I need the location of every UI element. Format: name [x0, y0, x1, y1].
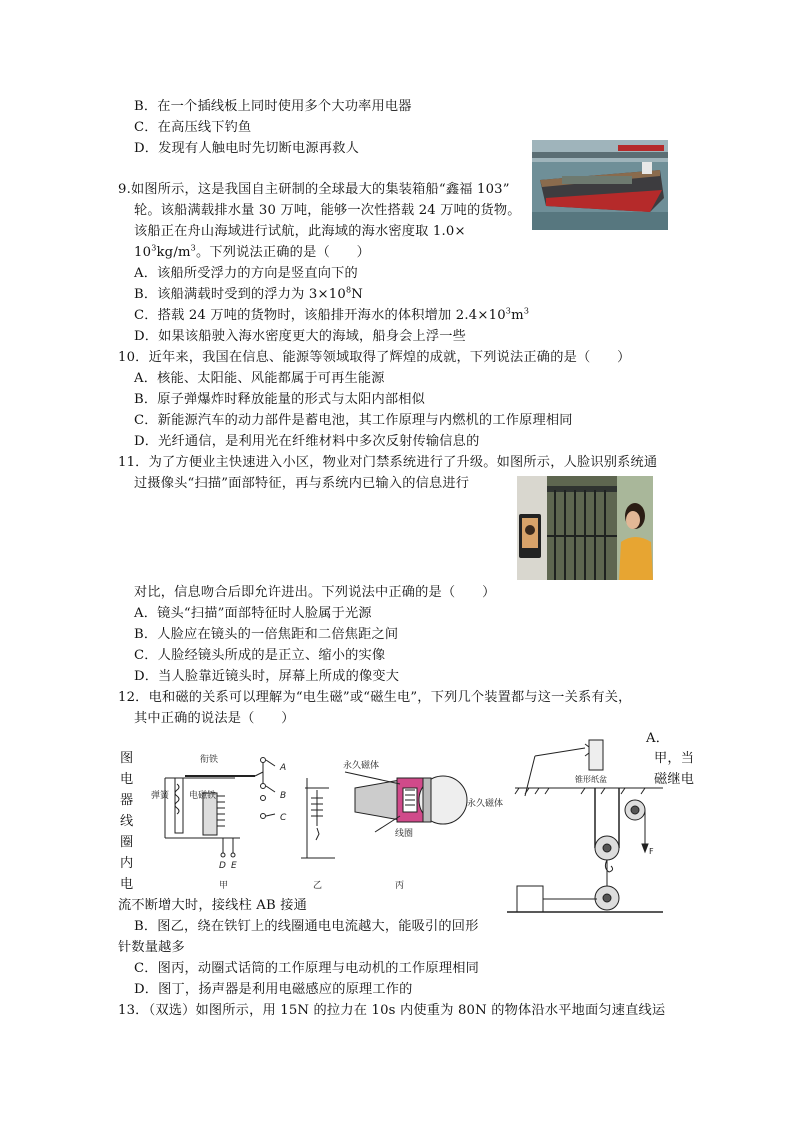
- label-permanent-magnet-2: 永久磁体: [467, 799, 504, 809]
- q12-vertical-char: 图: [120, 751, 134, 766]
- q10-option-b: B．原子弹爆炸时释放能量的形式与太阳内部相似: [134, 392, 426, 407]
- q12-stem-line1: 12．电和磁的关系可以理解为“电生磁”或“磁生电”，下列几个装置都与这一关系有关，: [118, 690, 632, 705]
- label-spring: 弹簧: [151, 791, 170, 801]
- label-d: D: [219, 861, 226, 871]
- q12-vertical-char: 线: [120, 814, 134, 829]
- q11-option-a: A．镜头“扫描”面部特征时人脸属于光源: [134, 606, 372, 621]
- q11-stem-line1: 11．为了方便业主快速进入小区，物业对门禁系统进行了升级。如图所示，人脸识别系统通: [118, 455, 658, 470]
- q9-option-a: A．该船所受浮力的方向是竖直向下的: [134, 266, 358, 281]
- q12-option-b-line1: B．图乙，绕在铁钉上的线圈通电电流越大，能吸引的回形: [134, 919, 479, 934]
- q12-option-a-end: 流不断增大时，接线柱 AB 接通: [118, 898, 308, 913]
- q10-stem: 10．近年来，我国在信息、能源等领域取得了辉煌的成就，下列说法正确的是（ ）: [118, 350, 631, 365]
- q12-vertical-char: 圈: [120, 835, 134, 850]
- q9-option-d: D．如果该船驶入海水密度更大的海域，船身会上浮一些: [134, 329, 467, 344]
- q9-stem-line2: 轮。该船满载排水量 30 万吨，能够一次性搭载 24 万吨的货物。: [134, 203, 521, 218]
- q9-stem-line3: 该船正在舟山海域进行试航，此海域的海水密度取 1.0×: [134, 224, 466, 239]
- q10-option-c: C．新能源汽车的动力部件是蓄电池，其工作原理与内燃机的工作原理相同: [134, 413, 573, 428]
- label-permanent-magnet: 永久磁体: [343, 761, 380, 771]
- q8-option-d: D．发现有人触电时先切断电源再救人: [134, 141, 359, 156]
- label-b: B: [280, 791, 287, 801]
- q12-option-b-line2: 针数量越多: [118, 940, 185, 955]
- q12-option-a-text2: 磁继电: [654, 772, 695, 787]
- q12-option-a-text1: 甲，当: [654, 751, 695, 766]
- label-armature: 衔铁: [200, 755, 219, 765]
- microphone-diagram: [345, 772, 467, 832]
- label-coil: 线圈: [395, 829, 414, 839]
- q10-option-d: D．光纤通信，是利用光在纤维材料中多次反射传输信息的: [134, 434, 480, 449]
- ship-photo: [532, 140, 668, 230]
- label-cone: 锥形纸盆: [575, 775, 607, 784]
- label-e: E: [231, 861, 237, 871]
- q12-option-c: C．图丙，动圈式话筒的工作原理与电动机的工作原理相同: [134, 961, 479, 976]
- q11-stem-line2: 过摄像头“扫描”面部特征，再与系统内已输入的信息进行: [134, 476, 470, 491]
- label-c: C: [280, 813, 287, 823]
- label-a: A: [280, 763, 287, 773]
- q12-option-d: D．图丁，扬声器是利用电磁感应的原理工作的: [134, 982, 413, 997]
- face-recognition-photo: [517, 476, 653, 580]
- q11-option-b: B．人脸应在镜头的一倍焦距和二倍焦距之间: [134, 627, 399, 642]
- nail-coil-diagram: [301, 778, 335, 858]
- q8-option-c: C．在高压线下钓鱼: [134, 120, 252, 135]
- q11-stem-line3: 对比，信息吻合后即允许进出。下列说法中正确的是（ ）: [134, 585, 496, 600]
- label-force-f: F: [649, 847, 654, 856]
- q12-vertical-char: 电: [120, 772, 134, 787]
- label-yi: 乙: [313, 881, 323, 891]
- label-electromagnet: 电磁铁: [189, 791, 217, 801]
- relay-diagram: [165, 758, 275, 858]
- q11-option-c: C．人脸经镜头所成的是正立、缩小的实像: [134, 648, 386, 663]
- q12-option-a-label: A．: [646, 731, 670, 746]
- q9-stem-line1: 9.如图所示，这是我国自主研制的全球最大的集装箱船“鑫福 103”: [118, 182, 510, 197]
- q12-figure-ding: [505, 736, 665, 914]
- q11-option-d: D．当人脸靠近镜头时，屏幕上所成的像变大: [134, 669, 400, 684]
- q8-option-b: B．在一个插线板上同时使用多个大功率用电器: [134, 99, 412, 114]
- q12-stem-line2: 其中正确的说法是（ ）: [134, 711, 295, 726]
- q10-option-a: A．核能、太阳能、风能都属于可再生能源: [134, 371, 385, 386]
- q13-stem-line1: 13．（双选）如图所示，用 15N 的拉力在 10s 内使重为 80N 的物体沿水平地面匀速直线运: [118, 1003, 666, 1018]
- q12-figures-jia-yi-bing: [145, 748, 504, 896]
- q9-option-b: B．该船满载时受到的浮力为 $3\times 10^8N$: [134, 285, 363, 302]
- q9-option-c: C．搭载 24 万吨的货物时，该船排开海水的体积增加 $2.4\times 10^3m^3$: [134, 306, 530, 323]
- q9-stem-line4: $10^3kg/m^3$。下列说法正确的是（ ）: [134, 243, 371, 260]
- label-bing: 丙: [395, 881, 405, 891]
- q12-vertical-char: 器: [120, 793, 134, 808]
- q12-vertical-char: 内: [120, 856, 134, 871]
- label-jia: 甲: [219, 881, 229, 891]
- q12-vertical-char: 电: [120, 877, 134, 892]
